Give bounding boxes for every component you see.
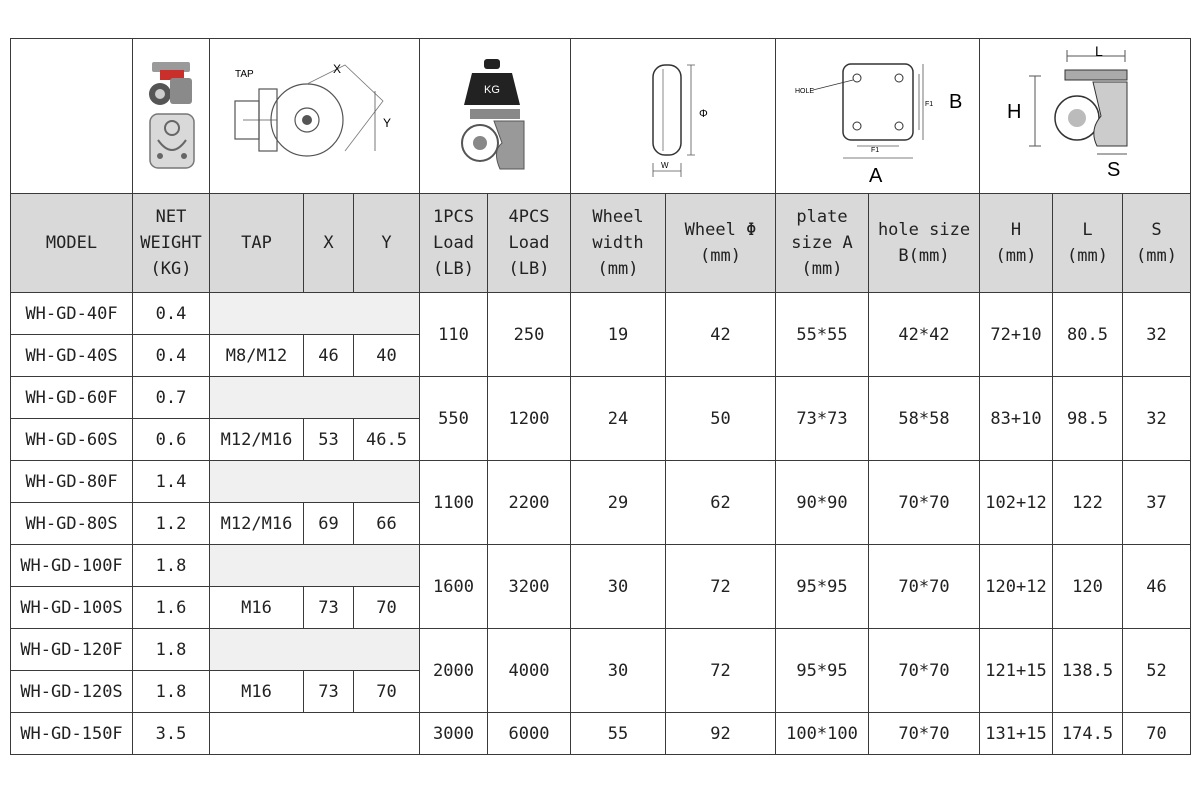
- header-line: (mm): [597, 259, 639, 279]
- tap-cell: M8/M12: [210, 335, 304, 377]
- weight-cell: 1.2: [133, 503, 210, 545]
- hole-size-cell: 70*70: [869, 713, 980, 755]
- plate-size-cell: 90*90: [776, 461, 869, 545]
- header-line: (LB): [508, 259, 550, 279]
- tap-cell: M12/M16: [210, 503, 304, 545]
- model-cell: WH-GD-60S: [11, 419, 133, 461]
- tap-blank-cell: [210, 461, 420, 503]
- header-load-1pcs: [420, 194, 488, 293]
- load-1pcs-cell: 2000: [420, 629, 488, 713]
- hole-size-cell: 42*42: [869, 293, 980, 377]
- tap-blank-cell: [210, 293, 420, 335]
- header-line: 1PCS: [433, 207, 474, 227]
- weight-cell: 0.4: [133, 335, 210, 377]
- model-cell: WH-GD-60F: [11, 377, 133, 419]
- load-weight-icon: [440, 51, 550, 181]
- model-cell: WH-GD-100S: [11, 587, 133, 629]
- l-cell: 138.5: [1053, 629, 1123, 713]
- header-line: width: [592, 233, 644, 253]
- model-cell: WH-GD-80S: [11, 503, 133, 545]
- tap-blank-cell: [210, 545, 420, 587]
- tap-cell: M12/M16: [210, 419, 304, 461]
- spec-table: [10, 38, 1191, 755]
- h-cell: 121+15: [980, 629, 1053, 713]
- y-cell: 70: [354, 671, 420, 713]
- load-1pcs-cell: 110: [420, 293, 488, 377]
- header-line: (mm): [1067, 246, 1108, 266]
- s-cell: 32: [1123, 293, 1191, 377]
- hole-size-cell: 70*70: [869, 461, 980, 545]
- plate-size-cell: 95*95: [776, 545, 869, 629]
- table-row: [11, 545, 1191, 587]
- l-cell: 174.5: [1053, 713, 1123, 755]
- l-cell: 98.5: [1053, 377, 1123, 461]
- header-line: hole size: [877, 220, 971, 240]
- model-cell: WH-GD-120S: [11, 671, 133, 713]
- x-cell: 46: [304, 335, 354, 377]
- hole-size-cell: 58*58: [869, 377, 980, 461]
- header-line: L: [1082, 220, 1093, 240]
- svg-text:A: A: [868, 165, 882, 186]
- model-cell: WH-GD-40F: [11, 293, 133, 335]
- svg-text:X: X: [332, 62, 341, 76]
- wheel-diameter-cell: 62: [666, 461, 776, 545]
- svg-text:Y: Y: [382, 116, 391, 130]
- table-row: [11, 293, 1191, 335]
- header-y: Y: [354, 194, 420, 293]
- weight-cell: 1.4: [133, 461, 210, 503]
- load-1pcs-cell: 1100: [420, 461, 488, 545]
- header-line: size A: [791, 233, 853, 253]
- header-row: [11, 194, 1191, 293]
- l-cell: 120: [1053, 545, 1123, 629]
- diagram-blank-cell: [11, 39, 133, 194]
- s-cell: 37: [1123, 461, 1191, 545]
- x-cell: 73: [304, 671, 354, 713]
- tap-diagram-cell: [210, 39, 420, 194]
- header-net-weight: [133, 194, 210, 293]
- weight-cell: 1.8: [133, 545, 210, 587]
- model-cell: WH-GD-100F: [11, 545, 133, 587]
- header-line: B(mm): [898, 246, 950, 266]
- load-4pcs-cell: 2200: [488, 461, 571, 545]
- svg-text:F1: F1: [870, 147, 879, 154]
- h-cell: 83+10: [980, 377, 1053, 461]
- header-line: Wheel: [592, 207, 644, 227]
- header-line: NET: [155, 207, 187, 227]
- svg-text:W: W: [661, 161, 669, 170]
- svg-text:L: L: [1095, 46, 1103, 59]
- load-4pcs-cell: 3200: [488, 545, 571, 629]
- svg-text:B: B: [948, 91, 962, 113]
- x-cell: 73: [304, 587, 354, 629]
- header-line: Wheel Φ: [684, 220, 757, 240]
- wheel-width-cell: 30: [571, 545, 666, 629]
- l-cell: 80.5: [1053, 293, 1123, 377]
- svg-text:H: H: [1007, 101, 1022, 123]
- svg-text:S: S: [1107, 159, 1121, 181]
- wheel-diameter-cell: 50: [666, 377, 776, 461]
- table-row: [11, 461, 1191, 503]
- s-cell: 70: [1123, 713, 1191, 755]
- header-line: (KG): [150, 259, 192, 279]
- s-cell: 52: [1123, 629, 1191, 713]
- h-cell: 102+12: [980, 461, 1053, 545]
- wheel-diameter-cell: 72: [666, 545, 776, 629]
- header-line: (mm): [1136, 246, 1177, 266]
- caster-product-icon: [136, 56, 206, 176]
- weight-cell: 0.7: [133, 377, 210, 419]
- y-cell: 40: [354, 335, 420, 377]
- header-line: (mm): [700, 246, 741, 266]
- caster-photo-cell: [133, 39, 210, 194]
- model-cell: WH-GD-40S: [11, 335, 133, 377]
- plate-size-cell: 95*95: [776, 629, 869, 713]
- load-1pcs-cell: 3000: [420, 713, 488, 755]
- y-cell: 66: [354, 503, 420, 545]
- s-cell: 32: [1123, 377, 1191, 461]
- y-cell: 70: [354, 587, 420, 629]
- svg-text:F1: F1: [924, 101, 933, 108]
- plate-dimension-icon: [783, 46, 973, 186]
- table-row: [11, 629, 1191, 671]
- load-4pcs-cell: 1200: [488, 377, 571, 461]
- header-line: (mm): [801, 259, 843, 279]
- load-4pcs-cell: 4000: [488, 629, 571, 713]
- wheel-width-cell: 55: [571, 713, 666, 755]
- s-cell: 46: [1123, 545, 1191, 629]
- hole-size-cell: 70*70: [869, 629, 980, 713]
- load-4pcs-cell: 6000: [488, 713, 571, 755]
- header-line: 4PCS: [508, 207, 550, 227]
- model-cell: WH-GD-80F: [11, 461, 133, 503]
- table-row: [11, 377, 1191, 419]
- tap-diagram-icon: [215, 51, 415, 181]
- header-hole-size: [869, 194, 980, 293]
- header-s: [1123, 194, 1191, 293]
- header-line: (LB): [433, 259, 474, 279]
- wheel-diameter-cell: 92: [666, 713, 776, 755]
- header-line: (mm): [995, 246, 1037, 266]
- wheel-dimension-icon: [613, 51, 733, 181]
- header-plate-size: [776, 194, 869, 293]
- header-line: Load: [433, 233, 474, 253]
- h-cell: 72+10: [980, 293, 1053, 377]
- load-4pcs-cell: 250: [488, 293, 571, 377]
- wheel-width-cell: 29: [571, 461, 666, 545]
- weight-cell: 1.6: [133, 587, 210, 629]
- model-cell: WH-GD-120F: [11, 629, 133, 671]
- wheel-width-cell: 19: [571, 293, 666, 377]
- plate-size-cell: 100*100: [776, 713, 869, 755]
- header-load-4pcs: [488, 194, 571, 293]
- plate-size-cell: 55*55: [776, 293, 869, 377]
- h-cell: 120+12: [980, 545, 1053, 629]
- header-wheel-diameter: [666, 194, 776, 293]
- tap-blank-cell: [210, 629, 420, 671]
- caster-side-dimension-icon: [985, 46, 1185, 186]
- wheel-diameter-cell: 42: [666, 293, 776, 377]
- svg-text:TAP: TAP: [234, 69, 254, 80]
- load-1pcs-cell: 1600: [420, 545, 488, 629]
- plate-size-cell: 73*73: [776, 377, 869, 461]
- hls-diagram-cell: [980, 39, 1191, 194]
- header-model: MODEL: [11, 194, 133, 293]
- h-cell: 131+15: [980, 713, 1053, 755]
- header-h: [980, 194, 1053, 293]
- header-l: [1053, 194, 1123, 293]
- table-row: [11, 713, 1191, 755]
- header-line: WEIGHT: [140, 233, 202, 253]
- diagram-row: [11, 39, 1191, 194]
- weight-cell: 3.5: [133, 713, 210, 755]
- plate-diagram-cell: [776, 39, 980, 194]
- hole-size-cell: 70*70: [869, 545, 980, 629]
- weight-cell: 1.8: [133, 629, 210, 671]
- y-cell: 46.5: [354, 419, 420, 461]
- weight-cell: 1.8: [133, 671, 210, 713]
- x-cell: 69: [304, 503, 354, 545]
- svg-text:HOLE: HOLE: [794, 88, 814, 95]
- header-tap: TAP: [210, 194, 304, 293]
- wheel-diameter-cell: 72: [666, 629, 776, 713]
- svg-text:Φ: Φ: [699, 108, 708, 120]
- wheel-width-cell: 24: [571, 377, 666, 461]
- header-line: S: [1151, 220, 1162, 240]
- x-cell: 53: [304, 419, 354, 461]
- weight-cell: 0.4: [133, 293, 210, 335]
- header-line: plate: [796, 207, 848, 227]
- wheel-width-cell: 30: [571, 629, 666, 713]
- weight-cell: 0.6: [133, 419, 210, 461]
- header-line: H: [1010, 220, 1022, 240]
- tap-cell: M16: [210, 671, 304, 713]
- tap-blank-cell: [210, 377, 420, 419]
- l-cell: 122: [1053, 461, 1123, 545]
- model-cell: WH-GD-150F: [11, 713, 133, 755]
- load-diagram-cell: [420, 39, 571, 194]
- header-wheel-width: [571, 194, 666, 293]
- header-x: X: [304, 194, 354, 293]
- header-line: Load: [508, 233, 550, 253]
- tap-cell: M16: [210, 587, 304, 629]
- tap-blank-cell: [210, 713, 420, 755]
- wheel-diagram-cell: [571, 39, 776, 194]
- load-1pcs-cell: 550: [420, 377, 488, 461]
- svg-text:KG: KG: [484, 84, 500, 96]
